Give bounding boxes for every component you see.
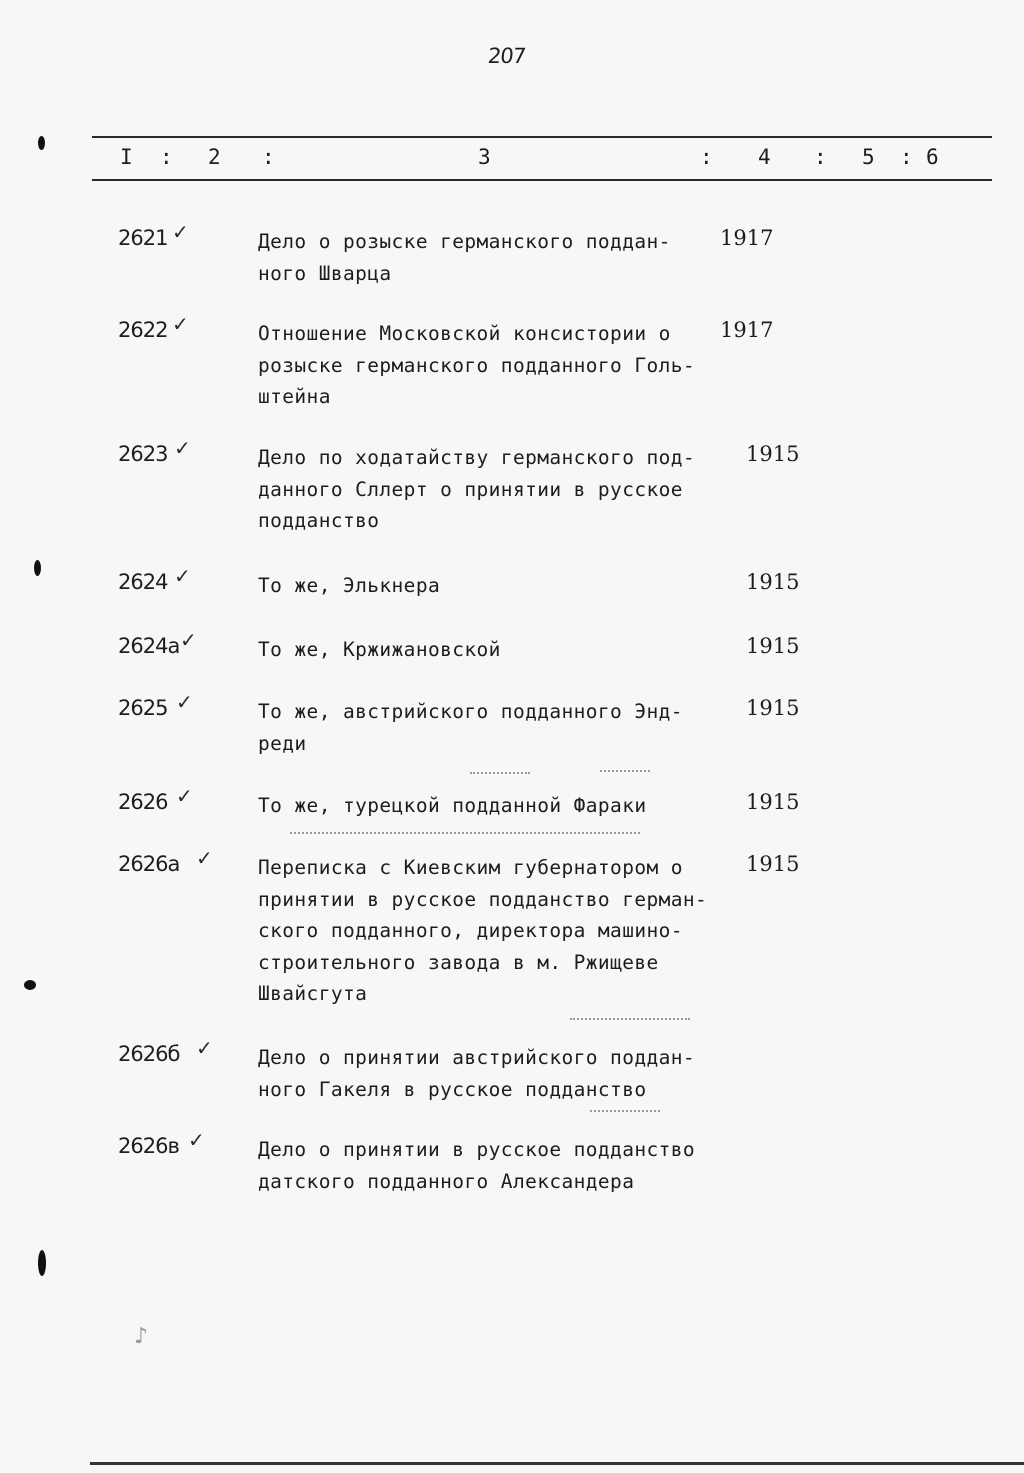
column-header-2: 2: [208, 145, 221, 169]
entry-year: 1917: [720, 226, 774, 250]
entry-title-line: Дело по ходатайству германского под-: [258, 446, 696, 469]
header-bottom-rule: [92, 179, 992, 181]
entry-title: [258, 442, 738, 537]
entry-title-line: Переписка с Киевским губернатором о: [258, 856, 683, 879]
entry-title: [258, 318, 738, 413]
check-mark-icon: ✓: [176, 690, 193, 714]
ink-blot: [24, 980, 36, 990]
column-header-separator: :: [814, 145, 827, 169]
header-top-rule: [92, 136, 992, 138]
entry-title-line: То же, Элькнера: [258, 574, 441, 597]
scan-speckle: [590, 1110, 660, 1114]
ink-blot: [38, 136, 45, 150]
scan-speckle: [470, 772, 530, 776]
entry-year: 1915: [746, 442, 800, 466]
column-header-3: 3: [478, 145, 491, 169]
entry-title: [258, 226, 738, 289]
check-mark-icon: ✓: [172, 312, 189, 336]
scan-speckle: [290, 832, 640, 836]
entry-number: 2626а: [118, 852, 180, 876]
entry-title-line: То же, Кржижановской: [258, 638, 501, 661]
page-number: 207: [486, 44, 527, 68]
entry-title: [258, 790, 738, 822]
entry-title: [258, 634, 738, 666]
entry-title-line: Дело о принятии австрийского поддан-: [258, 1046, 696, 1069]
entry-title-line: ского подданного, директора машино-: [258, 919, 683, 942]
entry-number: 2621: [118, 226, 168, 250]
column-header-4: 4: [758, 145, 771, 169]
entry-title-line: датского подданного Александера: [258, 1169, 635, 1193]
column-header-separator: :: [262, 145, 275, 169]
entry-title-line: То же, турецкой подданной Фараки: [258, 794, 647, 817]
check-mark-icon: ✓: [174, 564, 191, 588]
entry-title-line: строительного завода в м. Ржищеве: [258, 950, 659, 974]
column-header-5: 5: [862, 145, 875, 169]
entry-title: [258, 852, 738, 1010]
page-bottom-edge: [90, 1462, 1024, 1465]
entry-number: 2622: [118, 318, 168, 342]
entry-title-line: Дело о розыске германского поддан-: [258, 230, 671, 253]
entry-number: 2626: [118, 790, 168, 814]
entry-title-line: Отношение Московской консистории о: [258, 322, 671, 345]
entry-title-line: подданство: [258, 509, 380, 532]
entry-title-line: реди: [258, 731, 307, 755]
entry-title-line: данного Сллерт о принятии в русское: [258, 477, 683, 501]
check-mark-icon: ✓: [180, 628, 197, 652]
check-mark-icon: ✓: [196, 846, 213, 870]
entry-year: 1915: [746, 852, 800, 876]
entry-number: 2624а: [118, 634, 180, 658]
check-mark-icon: ✓: [176, 784, 193, 808]
column-header-6: 6: [926, 145, 939, 169]
check-mark-icon: ✓: [188, 1128, 205, 1152]
entry-title-line: принятии в русское подданство герман-: [258, 887, 708, 911]
entry-title: [258, 1134, 738, 1197]
check-mark-icon: ✓: [172, 220, 189, 244]
entry-year: 1915: [746, 634, 800, 658]
entry-title: [258, 570, 738, 602]
entry-number: 2626б: [118, 1042, 180, 1066]
check-mark-icon: ✓: [174, 436, 191, 460]
scan-speckle: [600, 770, 650, 774]
entry-title-line: То же, австрийского подданного Энд-: [258, 700, 683, 723]
entry-year: 1915: [746, 696, 800, 720]
column-header-row: [0, 145, 1024, 173]
column-header-1: I: [120, 145, 133, 169]
entry-title-line: Дело о принятии в русское подданство: [258, 1138, 696, 1161]
entry-title: [258, 1042, 738, 1105]
ink-blot: [34, 560, 41, 576]
entry-year: 1915: [746, 570, 800, 594]
entry-number: 2624: [118, 570, 168, 594]
check-mark-icon: ✓: [196, 1036, 213, 1060]
entry-title-line: ного Гакеля в русское подданство: [258, 1077, 647, 1101]
column-header-separator: :: [900, 145, 913, 169]
entry-number: 2625: [118, 696, 168, 720]
column-header-separator: :: [160, 145, 173, 169]
entry-year: 1915: [746, 790, 800, 814]
entry-year: 1917: [720, 318, 774, 342]
column-header-separator: :: [700, 145, 713, 169]
entry-title-line: ного Шварца: [258, 261, 392, 285]
faint-mark-icon: ♪: [134, 1324, 149, 1349]
entry-title: [258, 696, 738, 759]
entry-number: 2626в: [118, 1134, 179, 1158]
entry-title-line: Швайсгута: [258, 982, 368, 1005]
scan-speckle: [570, 1018, 690, 1022]
entry-number: 2623: [118, 442, 168, 466]
ink-blot: [38, 1250, 46, 1276]
entry-title-line: розыске германского подданного Голь-: [258, 353, 696, 377]
entry-title-line: штейна: [258, 385, 331, 408]
